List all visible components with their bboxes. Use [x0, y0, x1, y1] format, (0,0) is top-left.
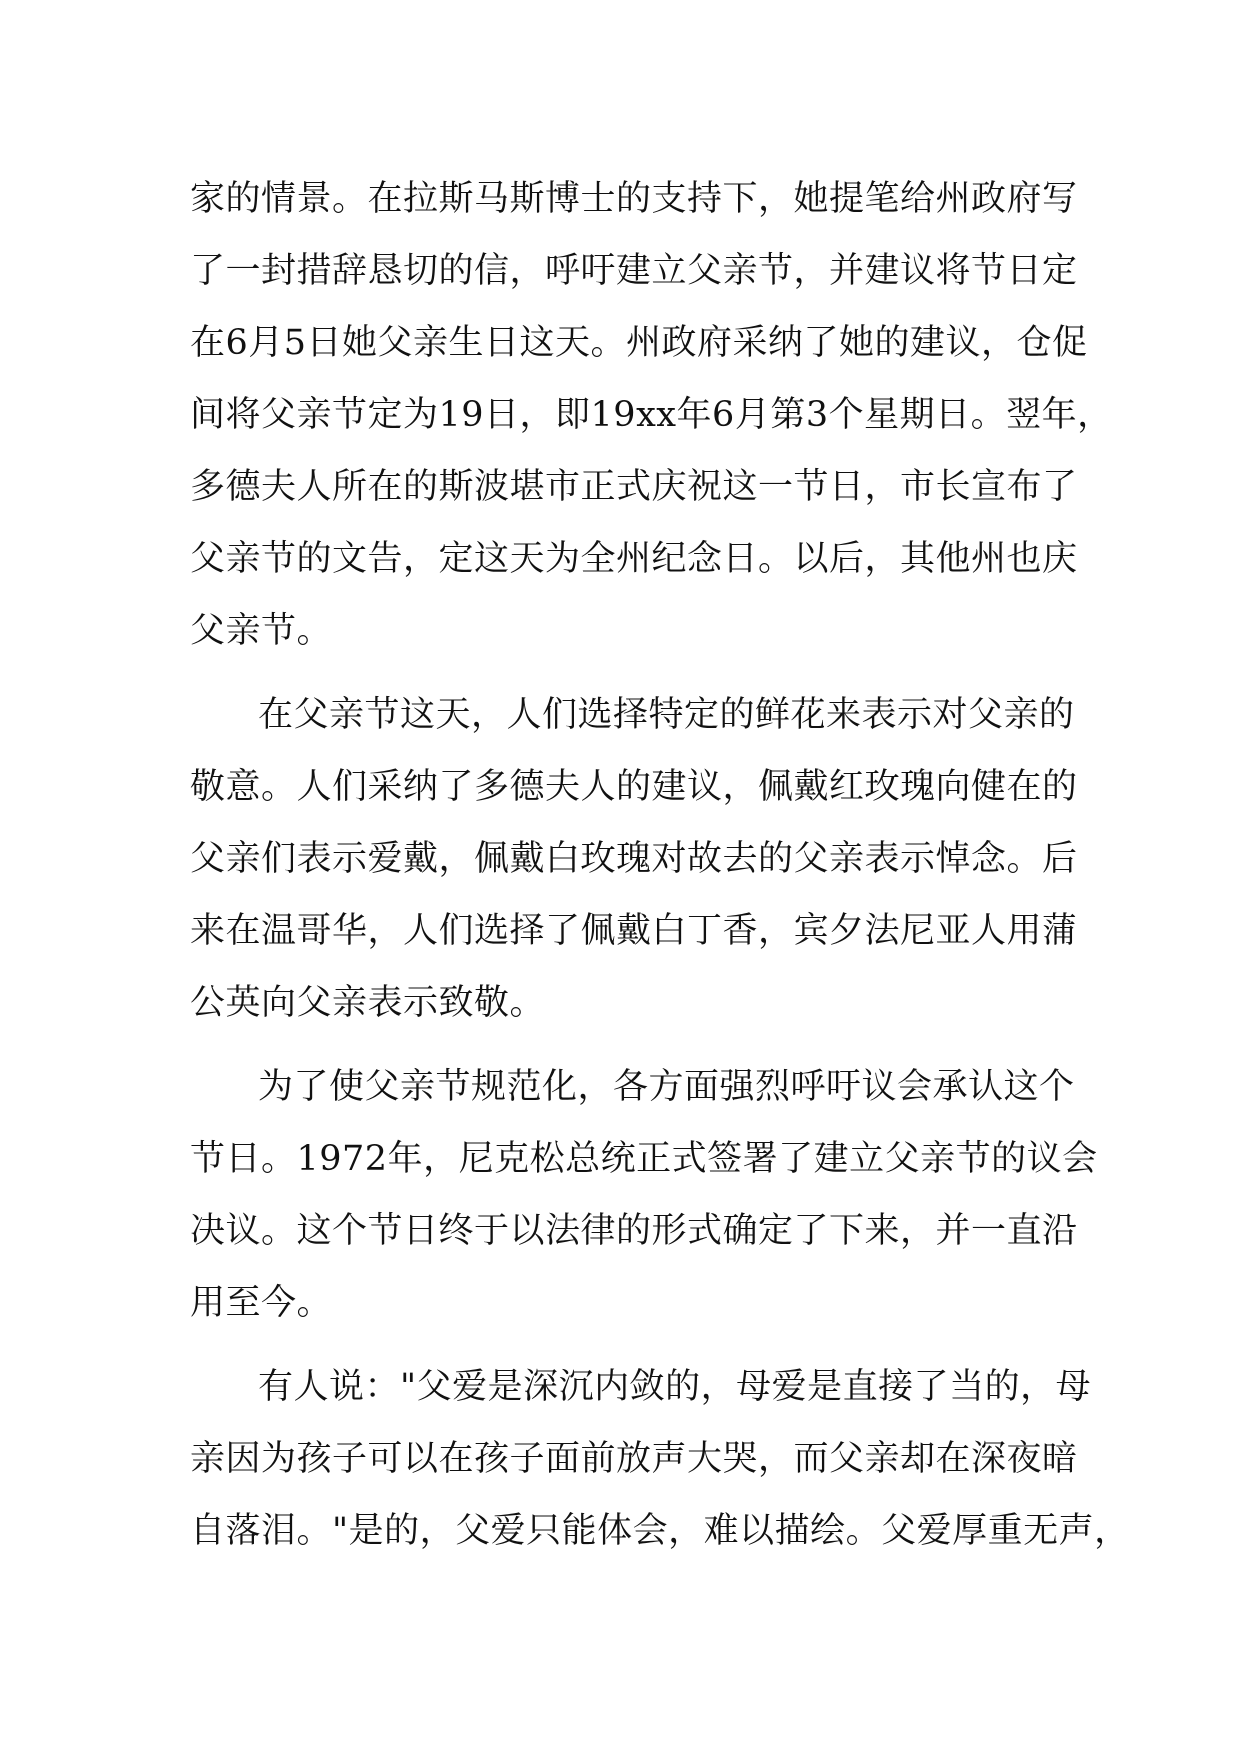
paragraph-first-line: 在父亲节这天，人们选择特定的鲜花来表示对父亲的 — [258, 695, 1075, 735]
text-line: 用至今。 — [190, 1283, 333, 1323]
text-line: 多德夫人所在的斯波堪市正式庆祝这一节日，市长宣布了 — [190, 467, 1078, 507]
text-line: 决议。这个节日终于以法律的形式确定了下来，并一直沿 — [190, 1211, 1078, 1251]
text-line: 间将父亲节定为19日，即19xx年6月第3个星期日。翌年， — [190, 395, 1113, 435]
text-line: 父亲节。 — [190, 611, 333, 651]
text-line: 亲因为孩子可以在孩子面前放声大哭，而父亲却在深夜暗 — [190, 1439, 1078, 1479]
text-line: 了一封措辞恳切的信，呼吁建立父亲节，并建议将节日定 — [190, 251, 1078, 291]
text-line: 家的情景。在拉斯马斯博士的支持下，她提笔给州政府写 — [190, 179, 1078, 219]
paragraph-first-line: 为了使父亲节规范化，各方面强烈呼吁议会承认这个 — [258, 1067, 1075, 1107]
text-line: 节日。1972年，尼克松总统正式签署了建立父亲节的议会 — [190, 1139, 1098, 1179]
text-line: 在6月5日她父亲生日这天。州政府采纳了她的建议，仓促 — [190, 323, 1088, 363]
text-line: 父亲节的文告，定这天为全州纪念日。以后，其他州也庆 — [190, 539, 1078, 579]
text-line: 来在温哥华，人们选择了佩戴白丁香，宾夕法尼亚人用蒲 — [190, 911, 1078, 951]
text-line: 公英向父亲表示致敬。 — [190, 983, 546, 1023]
paragraph-first-line: 有人说："父爱是深沉内敛的，母爱是直接了当的，母 — [258, 1367, 1092, 1407]
text-line: 自落泪。"是的，父爱只能体会，难以描绘。父爱厚重无声， — [190, 1511, 1130, 1551]
text-line: 父亲们表示爱戴，佩戴白玫瑰对故去的父亲表示悼念。后 — [190, 839, 1078, 879]
text-line: 敬意。人们采纳了多德夫人的建议，佩戴红玫瑰向健在的 — [190, 767, 1078, 807]
